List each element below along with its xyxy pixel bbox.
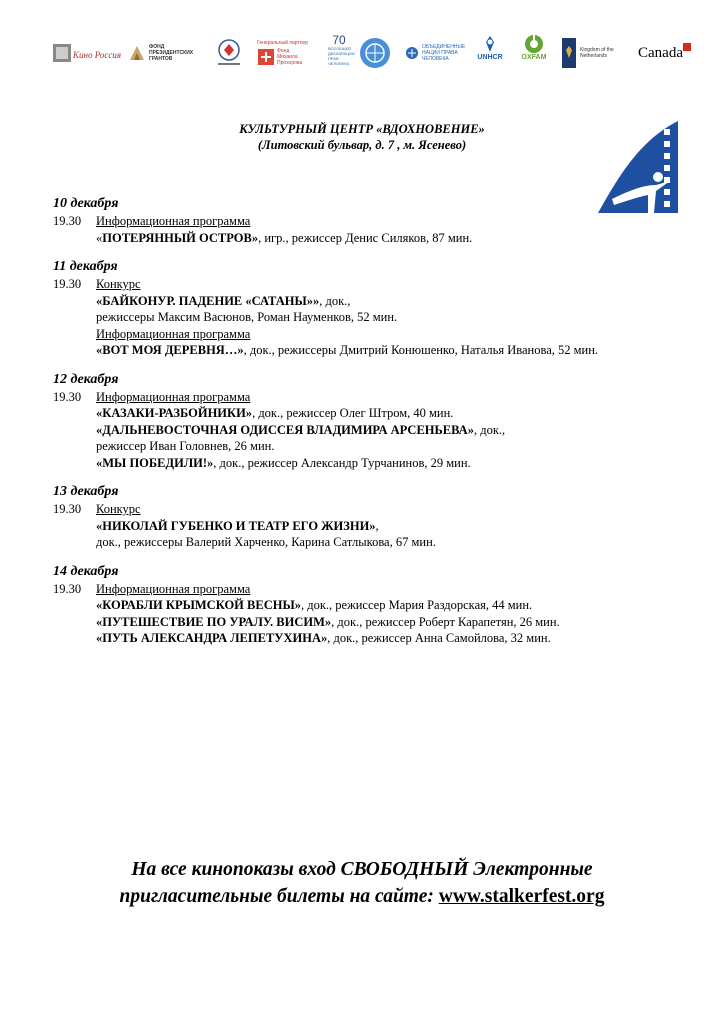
- film-entry: [96, 422, 713, 439]
- film-details: режиссеры Максим Васюнов, Роман Науменков, 52 мин.: [96, 310, 398, 324]
- stalkerfest-link[interactable]: www.stalkerfest.org: [438, 886, 605, 907]
- film-entry: [96, 293, 713, 310]
- un-human-rights-logo: ОБЪЕДИНЕННЫЕ НАЦИИ ПРАВА ЧЕЛОВЕКА: [405, 34, 465, 72]
- film-entry: [96, 455, 713, 472]
- program-section: Информационная программа: [96, 389, 251, 404]
- film-title: «ПУТЬ АЛЕКСАНДРА ЛЕПЕТУХИНА»: [96, 631, 328, 645]
- unhcr-logo: UNHCR: [476, 34, 504, 72]
- day-date: 11 декабря: [53, 259, 118, 274]
- program-section: Информационная программа: [96, 581, 251, 596]
- film-details: режиссер Иван Головнев, 26 мин.: [96, 439, 275, 453]
- film-details: , док., режиссер Олег Штром, 40 мин.: [252, 406, 454, 420]
- day-block: [53, 483, 713, 551]
- film-details: док., режиссеры Валерий Харченко, Карина Сатлыкова, 67 мин.: [96, 535, 436, 549]
- quote-mark: «: [96, 230, 103, 245]
- notice-text: пригласительные билеты на сайте:: [119, 886, 434, 907]
- svg-text:Кино Россия: Кино Россия: [73, 50, 122, 60]
- day-block: [53, 563, 713, 647]
- day-date: 13 декабря: [53, 484, 119, 499]
- program-section: Информационная программа: [96, 214, 251, 228]
- venue-name: КУЛЬТУРНЫЙ ЦЕНТР «ВДОХНОВЕНИЕ»: [239, 122, 485, 136]
- film-entry: [96, 630, 713, 647]
- partner-logos: [52, 34, 692, 74]
- oxfam-logo: OXFAM: [518, 34, 550, 72]
- udhr-70-logo: 70 ВСЕОБЩЕЙ ДЕКЛАРАЦИИ ПРАВ ЧЕЛОВЕКА: [328, 33, 355, 66]
- day-date: 14 декабря: [53, 563, 119, 579]
- notice-line-1: На все кинопоказы вход СВОБОДНЫЙ Электронные: [131, 859, 593, 880]
- screening-time: 19.30: [53, 214, 82, 228]
- film-details: , игр., режиссер Денис Силяков, 87 мин.: [258, 230, 473, 245]
- film-details: , док., режиссер Анна Самойлова, 32 мин.: [327, 631, 551, 645]
- film-title: «КОРАБЛИ КРЫМСКОЙ ВЕСНЫ»: [96, 598, 301, 612]
- program-section: Конкурс: [96, 277, 141, 291]
- presidential-grants-logo: ФОНД ПРЕЗИДЕНТСКИХ ГРАНТОВ: [128, 34, 198, 72]
- film-entry: [96, 518, 713, 535]
- canada-logo: Canada: [638, 34, 690, 72]
- film-title: «БАЙКОНУР. ПАДЕНИЕ «САТАНЫ»»: [96, 293, 320, 308]
- venue-address: (Литовский бульвар, д. 7 , м. Ясенево): [257, 138, 467, 152]
- screening-time: 19.30: [53, 389, 82, 404]
- film-title: «МЫ ПОБЕДИЛИ!»: [96, 455, 214, 470]
- free-admission-notice: [0, 856, 724, 910]
- film-details: , док., режиссер Мария Раздорская, 44 мин.: [300, 598, 533, 612]
- film-details: , док.,: [319, 293, 351, 308]
- film-entry: [96, 405, 713, 422]
- day-block: [53, 258, 713, 359]
- day-block: [53, 371, 713, 472]
- film-details: , док., режиссер Роберт Карапетян, 26 мин.: [331, 614, 560, 629]
- day-date: 10 декабря: [53, 196, 119, 211]
- day-block: [53, 195, 713, 246]
- film-details: , док., режиссер Александр Турчанинов, 29 мин.: [213, 455, 471, 470]
- ministry-culture-logo: [212, 34, 248, 72]
- film-title: «ВОТ МОЯ ДЕРЕВНЯ…»: [96, 343, 244, 357]
- film-entry: [96, 597, 713, 614]
- film-entry: [96, 614, 713, 631]
- kino-rossii-logo: [52, 34, 122, 72]
- film-title: «КАЗАКИ-РАЗБОЙНИКИ»: [96, 406, 253, 420]
- film-entry: [96, 230, 713, 247]
- film-details: ,: [375, 518, 379, 533]
- film-title: «ПУТЕШЕСТВИЕ ПО УРАЛУ. ВИСИМ»: [96, 614, 332, 629]
- film-title: ПОТЕРЯННЫЙ ОСТРОВ»: [102, 230, 259, 245]
- day-date: 12 декабря: [53, 371, 119, 387]
- screening-time: 19.30: [53, 502, 82, 516]
- film-details: , док., режиссеры Дмитрий Конюшенко, Наталья Иванова, 52 мин.: [243, 343, 599, 357]
- film-title: «НИКОЛАЙ ГУБЕНКО И ТЕАТР ЕГО ЖИЗНИ»: [96, 518, 376, 533]
- prokhorov-foundation-logo: Генеральный партнер Фонд Михаила Прохорова: [257, 40, 309, 66]
- film-title: «ДАЛЬНЕВОСТОЧНАЯ ОДИССЕЯ ВЛАДИМИРА АРСЕНЬЕВА»: [96, 422, 474, 437]
- screening-time: 19.30: [53, 277, 82, 291]
- screening-schedule: [53, 195, 713, 659]
- un-emblem-logo: [358, 34, 394, 72]
- film-details: , док.,: [473, 422, 506, 437]
- screening-time: 19.30: [53, 581, 82, 596]
- notice-line-2: [0, 883, 724, 910]
- program-section: Информационная программа: [96, 326, 251, 341]
- film-entry: [96, 342, 713, 359]
- program-section: Конкурс: [96, 502, 141, 516]
- netherlands-logo: Kingdom of the Netherlands: [562, 34, 628, 72]
